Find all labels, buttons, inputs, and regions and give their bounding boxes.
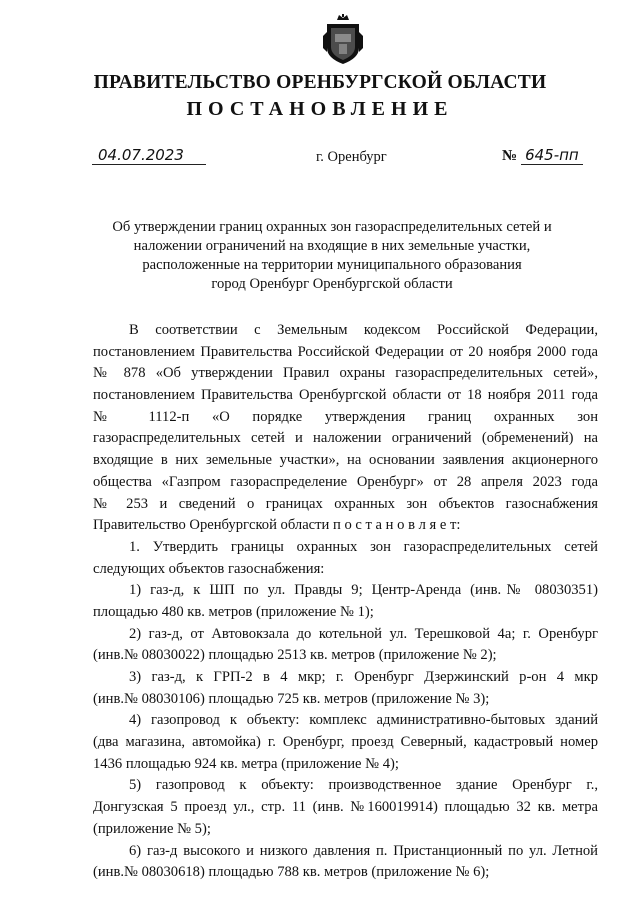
coat-of-arms-icon: [323, 14, 363, 66]
body-line: № 878 «Об утверждении Правил охраны газораспределительных сетей»,: [93, 365, 598, 382]
body-line: постановлением Правительства Российской Федерации от 20 ноября 2000 года: [93, 343, 598, 360]
body-line: следующих объектов газоснабжения:: [93, 560, 325, 577]
body-line: № 1112-п «О порядке утверждения границ охранных зон: [93, 408, 598, 425]
subject-line: город Оренбург Оренбургской области: [211, 276, 453, 292]
body-line: газораспределительных сетей и наложении ограничений (обременений) на: [93, 430, 598, 447]
body-line: (инв.№ 08030022) площадью 2513 кв. метров (приложение № 2);: [93, 647, 497, 664]
document-date: [92, 146, 206, 165]
number-value: 645-пп: [521, 146, 583, 165]
body-line: общества «Газпром газораспределение Оренбург» от 28 апреля 2023 года: [93, 473, 598, 490]
document-number: [502, 146, 583, 165]
document-city: г. Оренбург: [316, 149, 387, 165]
number-sign: №: [502, 148, 518, 164]
body-line: 1) газ-д, к ШП по ул. Правды 9; Центр-Аренда (инв.№ 08030351): [129, 582, 598, 599]
body-line: постановлением Правительства Оренбургской области от 18 ноября 2011 года: [93, 387, 598, 404]
body-line: 4) газопровод к объекту: комплекс административно-бытовых зданий: [129, 712, 598, 729]
subject-line: расположенные на территории муниципального образования: [142, 257, 522, 273]
body-line: 1. Утвердить границы охранных зон газораспределительных сетей: [129, 538, 598, 555]
body-line: входящие в них земельные участки», на основании заявления акционерного: [93, 452, 598, 469]
body-line: (два магазина, автомойка) г. Оренбург, проезд Северный, кадастровый номер: [93, 734, 598, 751]
body-line: Донгузская 5 проезд ул., стр. 11 (инв. №160019914) площадью 32 кв. метра: [93, 799, 598, 816]
organization-title: ПРАВИТЕЛЬСТВО ОРЕНБУРГСКОЙ ОБЛАСТИ: [93, 72, 547, 93]
document-subject: [104, 218, 560, 294]
body-line: 6) газ-д высокого и низкого давления п. Пристанционный по ул. Летной: [129, 842, 598, 859]
body-line: В соответствии с Земельным кодексом Российской Федерации,: [129, 322, 598, 338]
body-line: площадью 480 кв. метров (приложение № 1);: [93, 603, 374, 620]
body-line: (инв.№ 08030618) площадью 788 кв. метров (приложение № 6);: [93, 864, 490, 881]
body-line: 3) газ-д, к ГРП-2 в 4 мкр; г. Оренбург Дзержинский р-он 4 мкр: [129, 669, 598, 685]
subject-line: Об утверждении границ охранных зон газораспределительных сетей и: [112, 219, 552, 235]
document-body: [93, 320, 598, 884]
date-value: 04.07.2023: [92, 146, 206, 165]
subject-line: наложении ограничений на входящие в них земельные участки,: [133, 238, 531, 254]
document-type: ПОСТАНОВЛЕНИЕ: [186, 98, 454, 120]
body-line: 5) газопровод к объекту: производственное здание Оренбург г.,: [129, 777, 598, 794]
body-line: (инв.№ 08030106) площадью 725 кв. метров (приложение № 3);: [93, 690, 490, 707]
body-line: № 253 и сведений о границах охранных зон объектов газоснабжения: [93, 495, 598, 512]
body-line: 1436 площадью 924 кв. метра (приложение № 4);: [93, 755, 399, 772]
body-line: 2) газ-д, от Автовокзала до котельной ул. Терешковой 4а; г. Оренбург: [129, 625, 598, 642]
body-line: (приложение № 5);: [93, 820, 211, 837]
body-line: Правительство Оренбургской области п о с т а н о в л я е т:: [93, 517, 461, 534]
